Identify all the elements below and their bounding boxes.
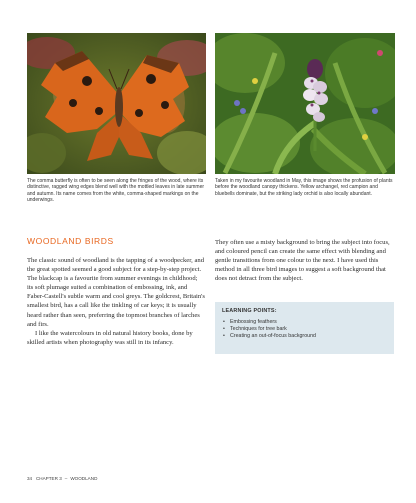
learning-points-list — [222, 319, 387, 340]
bullet-icon: • — [223, 333, 225, 339]
butterfly-photo-caption: The comma butterfly is often to be seen along the fringes of the wood, where its distinctive, ragged wing edges blend well with the mottled leaves in late summer and autumn. Its name comes from the white, comma-shaped markings on the underwings. — [27, 178, 205, 204]
section-heading: WOODLAND BIRDS — [27, 236, 114, 246]
learning-point: • Techniques for tree bark — [223, 326, 287, 332]
page-footer — [27, 476, 97, 481]
bullet-icon: • — [223, 326, 225, 332]
learning-points-title: LEARNING POINTS: — [222, 308, 277, 314]
page-number: 34 — [27, 476, 33, 481]
bullet-icon: • — [223, 319, 225, 325]
comma-butterfly-photo — [27, 33, 206, 174]
learning-points-box — [215, 302, 394, 354]
footer-section: WOODLAND — [70, 476, 98, 481]
body-paragraph: They often use a misty background to bring the subject into focus, and coloured pencil can create the same effect with blending and gentle transitions from one colour to the next. I have used this method in all three bird images to suggest a soft background that does not detract from the subject. — [215, 239, 390, 283]
footer-chapter: CHAPTER 3 — [35, 476, 62, 481]
body-column-right — [215, 238, 393, 283]
learning-point: • Creating an out-of-focus background — [223, 333, 316, 339]
lady-orchid-photo — [215, 33, 395, 174]
footer-separator: – — [64, 476, 68, 481]
body-column-left — [27, 256, 205, 347]
body-paragraph: The classic sound of woodland is the tapping of a woodpecker, and the great spotted seemed a good subject for a step-by-step project. The blackcap is a favourite from summer evenings in childhood; its soft plumage suited a combination of embossing, ink, and Faber-Castell's subtle warm and cool greys. The goldcrest, Britain's smallest bird, has a call like the tinkling of car keys; it is usually heard rather than seen, preferring the topmost branches of larches and firs. — [27, 257, 205, 328]
body-paragraph: I like the watercolours in old natural history books, done by skilled artists when photography was still in its infancy. — [27, 329, 193, 346]
orchid-photo-caption: Taken in my favourite woodland in May, this image shows the profusion of plants before the woodland canopy thickens. Yellow archangel, red campion and bluebells dominate, but the striking lady orchid is also locally abundant. — [215, 178, 393, 197]
learning-point: • Embossing feathers — [223, 319, 277, 325]
